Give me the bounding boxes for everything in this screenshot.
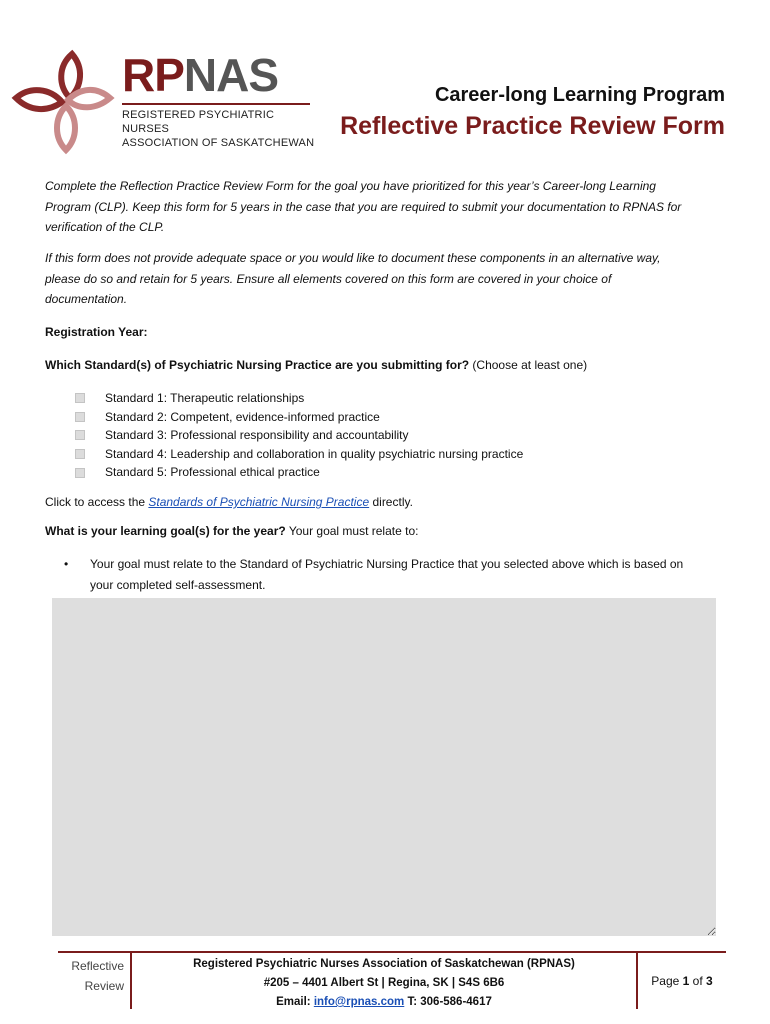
learning-goal-textarea[interactable] bbox=[52, 598, 716, 936]
logo-subtitle: REGISTERED PSYCHIATRIC NURSES ASSOCIATION OF SASKATCHEWAN bbox=[122, 109, 315, 149]
checkbox[interactable] bbox=[75, 393, 85, 403]
checkbox[interactable] bbox=[75, 449, 85, 459]
checkbox[interactable] bbox=[75, 412, 85, 422]
checkbox[interactable] bbox=[75, 430, 85, 440]
standards-access-line: Click to access the Standards of Psychiatric Nursing Practice directly. bbox=[45, 495, 413, 509]
intro-paragraph-2: If this form does not provide adequate space or you would like to document these components in an alternative way, please do so and retain for 5 years. Ensure all elements covered on this form are covered in your choice of documentation. bbox=[45, 251, 661, 306]
program-title: Career-long Learning Program bbox=[434, 84, 725, 106]
flower-logo-icon bbox=[10, 46, 120, 156]
standards-checklist bbox=[75, 389, 523, 482]
email-link[interactable]: info@rpnas.com bbox=[313, 996, 405, 1008]
intro-paragraph-1: Complete the Reflection Practice Review Form for the goal you have prioritized for this year’s Career-long Learning Program (CLP). Keep this form for 5 years in the case that you are required to submit your documentation to RPNAS for verification of the CLP. bbox=[45, 179, 682, 234]
form-title: Reflective Practice Review Form bbox=[340, 112, 725, 140]
page-number: Page 1 of 3 bbox=[636, 953, 726, 1009]
checkbox[interactable] bbox=[75, 468, 85, 478]
standard-option-2[interactable]: Standard 2: Competent, evidence-informed practice bbox=[75, 408, 523, 427]
standard-option-3[interactable]: Standard 3: Professional responsibility and accountability bbox=[75, 426, 523, 445]
goal-requirement-bullet: • Your goal must relate to the Standard of Psychiatric Nursing Practice that you selected above which is based on your completed self-assessment. bbox=[64, 554, 724, 595]
standard-option-4[interactable]: Standard 4: Leadership and collaboration in quality psychiatric nursing practice bbox=[75, 445, 523, 464]
footer bbox=[58, 951, 726, 1011]
standards-question: Which Standard(s) of Psychiatric Nursing Practice are you submitting for? (Choose at least one) bbox=[45, 358, 588, 372]
logo-divider bbox=[122, 103, 310, 105]
logo-wordmark: RPNAS bbox=[122, 49, 279, 101]
standards-link[interactable]: Standards of Psychiatric Nursing Practice bbox=[148, 495, 370, 509]
standard-option-5[interactable]: Standard 5: Professional ethical practice bbox=[75, 463, 523, 482]
goal-question: What is your learning goal(s) for the year? Your goal must relate to: bbox=[45, 524, 419, 538]
registration-year-label: Registration Year: bbox=[45, 325, 148, 339]
rpnas-logo bbox=[10, 46, 315, 156]
bullet-icon: • bbox=[64, 557, 69, 571]
standard-option-1[interactable]: Standard 1: Therapeutic relationships bbox=[75, 389, 523, 408]
footer-contact: Registered Psychiatric Nurses Association of Saskatchewan (RPNAS) #205 – 4401 Albert St | Regina, SK | S4S 6B6 Email: info@rpnas.com T: 306-586-4617 bbox=[193, 958, 575, 1008]
footer-doc-label: Reflective Review bbox=[58, 953, 132, 1009]
